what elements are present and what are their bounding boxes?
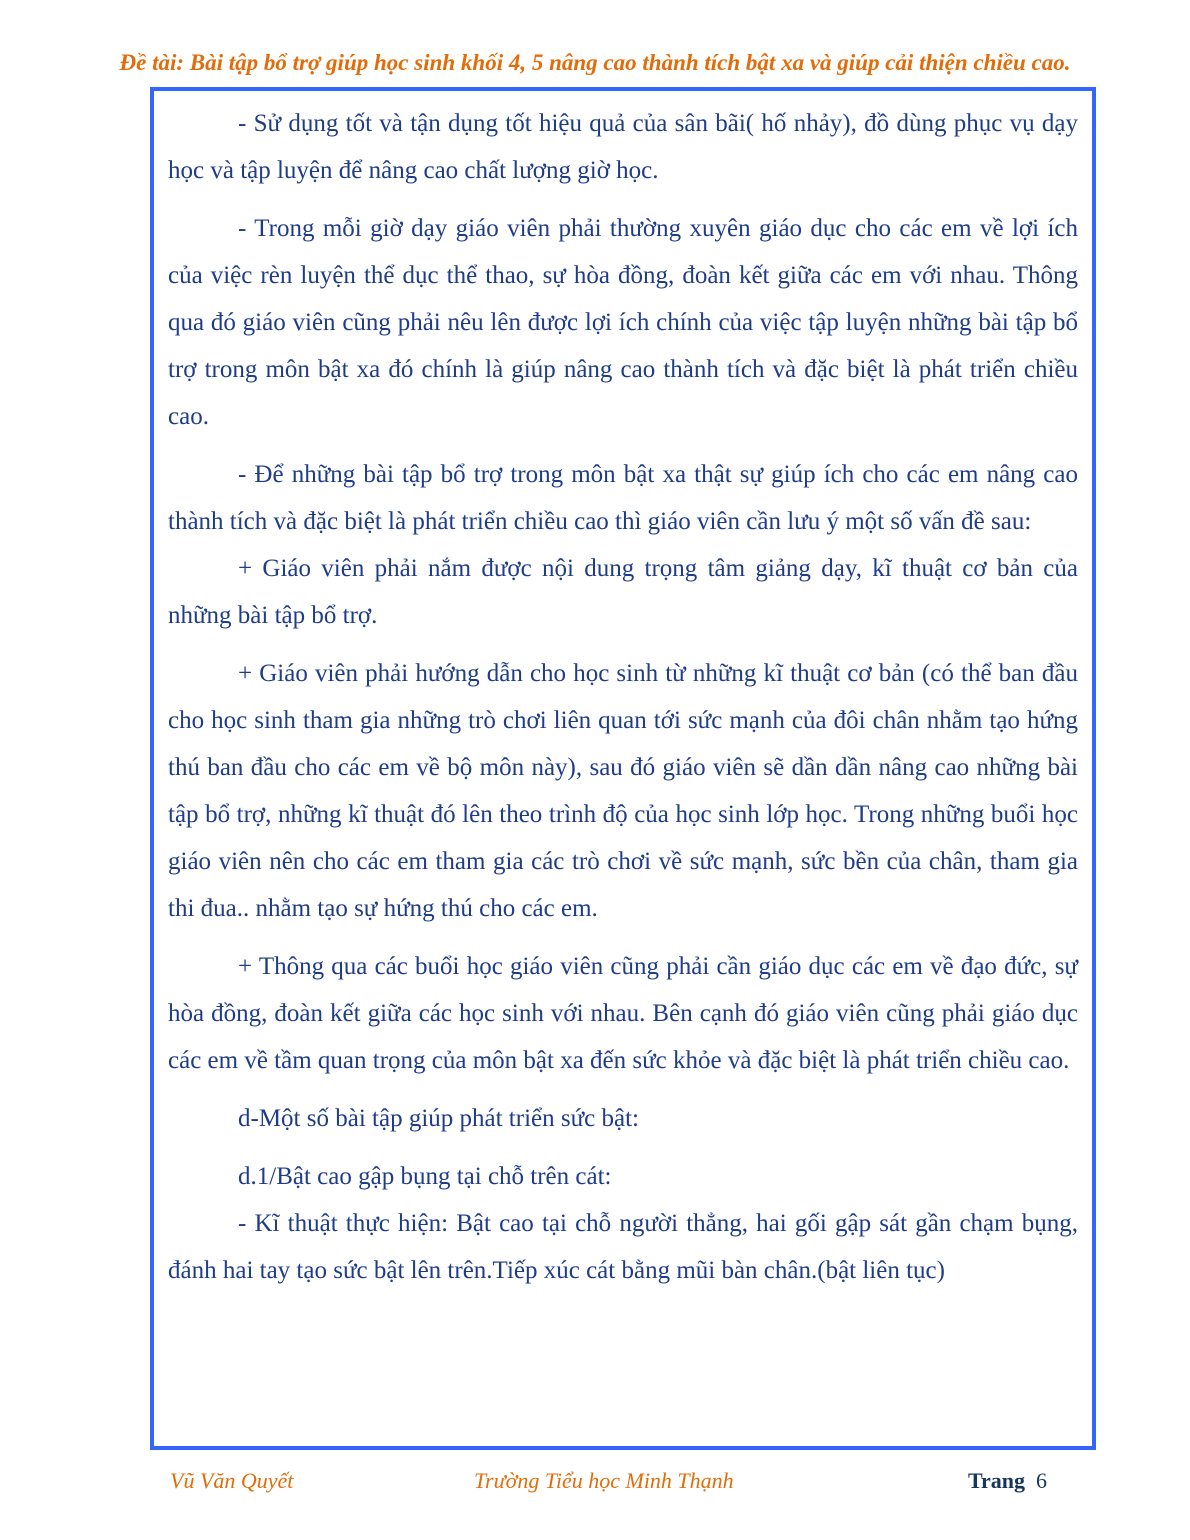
paragraph-notes: - Để những bài tập bổ trợ trong môn bật xa thật sự giúp ích cho các em nâng cao thành tích và đặc biệt là phát triển chiều cao thì giáo viên cần lưu ý một số vấn đề sau:: [168, 461, 1078, 535]
page-number: 6: [1036, 1468, 1048, 1493]
page-label: Trang: [968, 1468, 1026, 1493]
footer-page: [968, 1468, 1047, 1494]
paragraph-teacher-guidance: + Giáo viên phải hướng dẫn cho học sinh từ những kĩ thuật cơ bản (có thể ban đầu cho học sinh tham gia những trò chơi liên quan tới sức mạnh của đôi chân nhằm tạo hứng thú ban đầu cho các em về bộ môn này), sau đó giáo viên sẽ dần dần nâng cao những bài tập bổ trợ, những kĩ thuật đó lên theo trình độ của học sinh lớp học. Trong những buổi học giáo viên nên cho các em tham gia các trò chơi về sức mạnh, sức bền của chân, tham gia thi đua.. nhằm tạo sự hứng thú cho các em.: [168, 660, 1078, 922]
document-header: Đề tài: Bài tập bổ trợ giúp học sinh khối 4, 5 nâng cao thành tích bật xa và giúp cải thiện chiều cao.: [119, 50, 1071, 75]
paragraph-moral-education: + Thông qua các buổi học giáo viên cũng phải cần giáo dục các em về đạo đức, sự hòa đồng, đoàn kết giữa các học sinh với nhau. Bên cạnh đó giáo viên cũng phải giáo dục các em về tầm quan trọng của môn bật xa đến sức khỏe và đặc biệt là phát triển chiều cao.: [168, 953, 1078, 1074]
paragraph-education: - Trong mỗi giờ dạy giáo viên phải thường xuyên giáo dục cho các em về lợi ích của việc rèn luyện thể dục thể thao, sự hòa đồng, đoàn kết giữa các em với nhau. Thông qua đó giáo viên cũng phải nêu lên được lợi ích chính của việc tập luyện những bài tập bổ trợ trong môn bật xa đó chính là giúp nâng cao thành tích và đặc biệt là phát triển chiều cao.: [168, 215, 1078, 430]
subsection-heading-exercise-1: d.1/Bật cao gập bụng tại chỗ trên cát:: [238, 1163, 612, 1190]
section-heading-exercises: d-Một số bài tập giúp phát triển sức bật:: [238, 1105, 639, 1132]
paragraph-technique: - Kĩ thuật thực hiện: Bật cao tại chỗ người thẳng, hai gối gập sát gần chạm bụng, đánh hai tay tạo sức bật lên trên.Tiếp xúc cát bằng mũi bàn chân.(bật liên tục): [168, 1210, 1078, 1284]
footer-school: Trường Tiểu học Minh Thạnh: [474, 1468, 734, 1493]
document-body: [168, 100, 1078, 1294]
paragraph-teacher-content: + Giáo viên phải nắm được nội dung trọng tâm giảng dạy, kĩ thuật cơ bản của những bài tập bổ trợ.: [168, 555, 1078, 629]
footer-author: Vũ Văn Quyết: [170, 1468, 294, 1493]
paragraph-facilities: - Sử dụng tốt và tận dụng tốt hiệu quả của sân bãi( hố nhảy), đồ dùng phục vụ dạy học và tập luyện để nâng cao chất lượng giờ học.: [168, 110, 1078, 184]
document-footer: [0, 1468, 1190, 1498]
